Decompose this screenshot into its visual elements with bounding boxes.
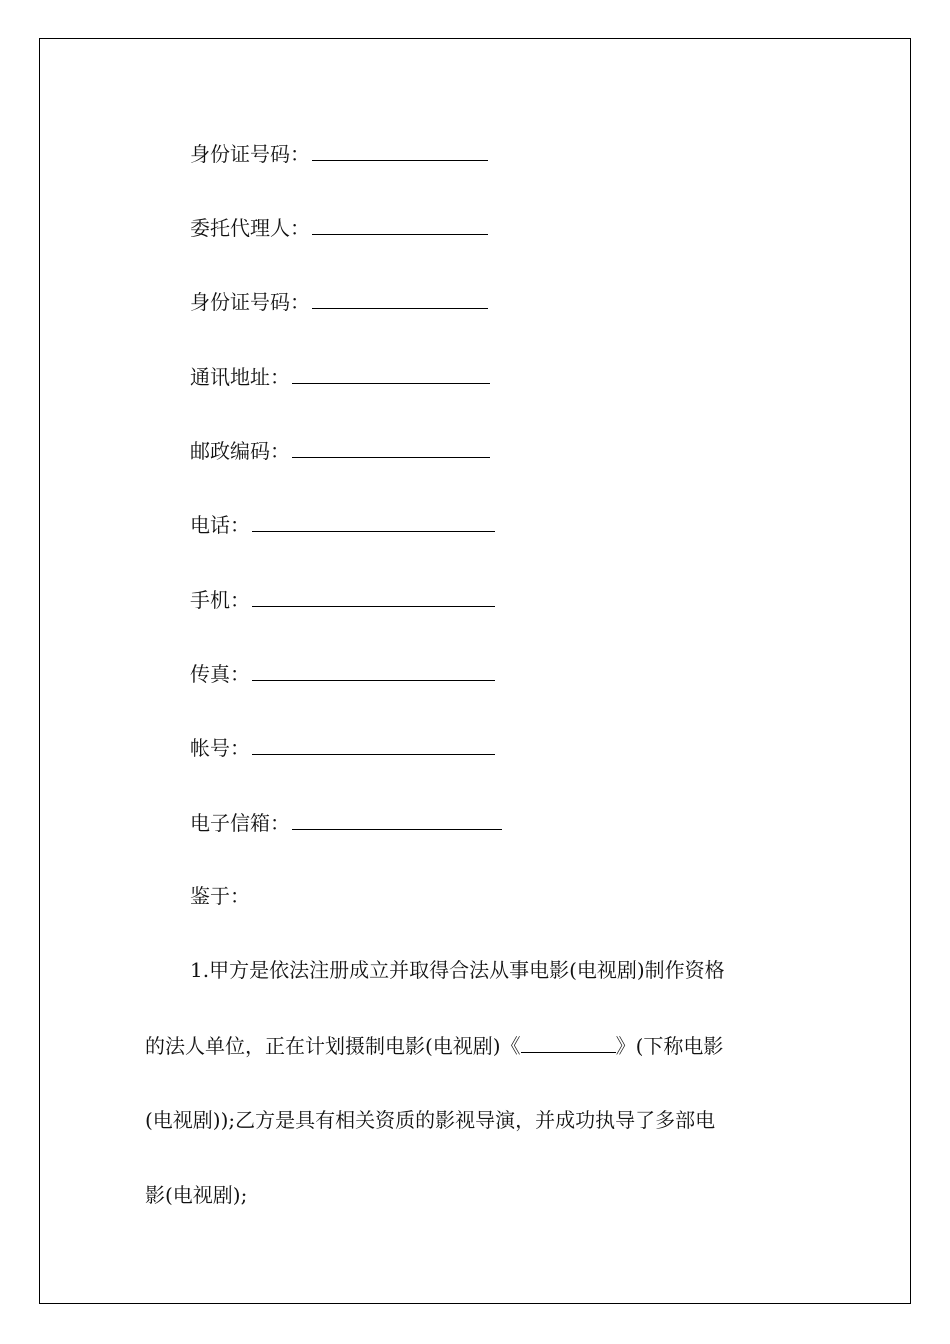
fax-blank[interactable] xyxy=(252,658,495,681)
account-field xyxy=(190,732,495,762)
paragraph-line-2 xyxy=(145,1030,795,1060)
agent-id-number-field xyxy=(190,286,488,316)
postal-code-field xyxy=(190,435,490,465)
fax-field xyxy=(190,658,495,688)
postal-code-label: 邮政编码： xyxy=(190,439,290,463)
account-blank[interactable] xyxy=(252,732,495,755)
address-blank[interactable] xyxy=(292,361,490,384)
email-blank[interactable] xyxy=(292,807,502,830)
email-field xyxy=(190,807,502,837)
paragraph-line-2-start: 的法人单位，正在计划摄制电影(电视剧)《 xyxy=(145,1034,521,1058)
agent-id-number-blank[interactable] xyxy=(312,286,488,309)
agent-id-number-label: 身份证号码： xyxy=(190,290,310,314)
agent-blank[interactable] xyxy=(312,212,488,235)
agent-label: 委托代理人： xyxy=(190,216,310,240)
id-number-label: 身份证号码： xyxy=(190,142,310,166)
phone-field xyxy=(190,509,495,539)
mobile-field xyxy=(190,584,495,614)
paragraph-line-3: (电视剧));乙方是具有相关资质的影视导演，并成功执导了多部电 xyxy=(145,1108,716,1132)
phone-blank[interactable] xyxy=(252,509,495,532)
id-number-field xyxy=(190,138,488,168)
paragraph-line-1: 1.甲方是依法注册成立并取得合法从事电影(电视剧)制作资格 xyxy=(190,958,725,982)
address-label: 通讯地址： xyxy=(190,365,290,389)
postal-code-blank[interactable] xyxy=(292,435,490,458)
address-field xyxy=(190,361,490,391)
whereas-heading: 鉴于： xyxy=(190,884,250,908)
phone-label: 电话： xyxy=(190,513,250,537)
film-title-blank[interactable] xyxy=(521,1030,616,1053)
mobile-label: 手机： xyxy=(190,588,250,612)
agent-field xyxy=(190,212,488,242)
paragraph-line-4: 影(电视剧); xyxy=(145,1183,248,1207)
account-label: 帐号： xyxy=(190,736,250,760)
mobile-blank[interactable] xyxy=(252,584,495,607)
fax-label: 传真： xyxy=(190,662,250,686)
paragraph-line-2-end: 》(下称电影 xyxy=(615,1034,724,1058)
email-label: 电子信箱： xyxy=(190,811,290,835)
id-number-blank[interactable] xyxy=(312,138,488,161)
